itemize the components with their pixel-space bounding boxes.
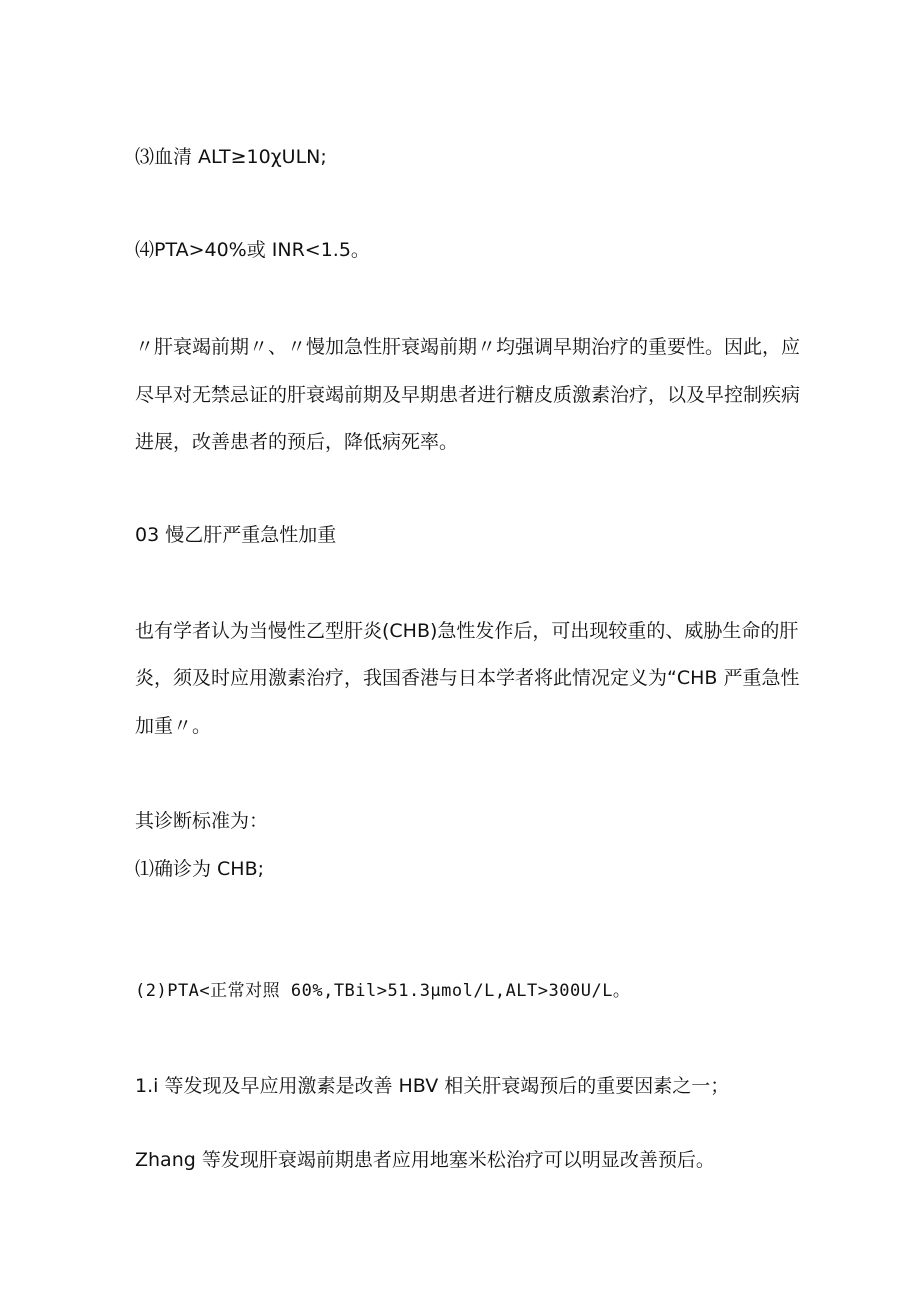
paragraph-chb-line-1: 也有学者认为当慢性乙型肝炎(CHB)急性发作后，可出现较重的、威胁生命的肝	[135, 620, 799, 642]
paragraph-early-treatment-line-3: 进展，改善患者的预后，降低病死率。	[135, 431, 459, 453]
finding-zhang-dexamethasone: Zhang 等发现肝衰竭前期患者应用地塞米松治疗可以明显改善预后。	[135, 1149, 715, 1171]
criterion-2-lab-values: (2)PTA<正常对照 60%,TBil>51.3μmol/L,ALT>300U/L。	[135, 981, 631, 1001]
criterion-1-chb: ⑴确诊为 CHB;	[135, 858, 265, 880]
paragraph-early-treatment-line-2: 尽早对无禁忌证的肝衰竭前期及早期患者进行糖皮质激素治疗，以及早控制疾病	[135, 384, 801, 406]
paragraph-chb-line-2: 炎，须及时应用激素治疗，我国香港与日本学者将此情况定义为“CHB 严重急性	[135, 667, 800, 689]
criterion-3-alt: ⑶血清 ALT≥10χULN;	[135, 146, 327, 168]
paragraph-early-treatment-line-1: 〃肝衰竭前期〃、〃慢加急性肝衰竭前期〃均强调早期治疗的重要性。因此，应	[135, 336, 801, 358]
paragraph-chb-line-3: 加重〃。	[135, 715, 212, 737]
section-heading-03: 03 慢乙肝严重急性加重	[135, 524, 337, 546]
criterion-4-pta-inr: ⑷PTA>40%或 INR<1.5。	[135, 239, 370, 261]
finding-early-steroids: 1.i 等发现及早应用激素是改善 HBV 相关肝衰竭预后的重要因素之一；	[135, 1075, 730, 1097]
diagnostic-criteria-intro: 其诊断标准为：	[135, 810, 269, 832]
